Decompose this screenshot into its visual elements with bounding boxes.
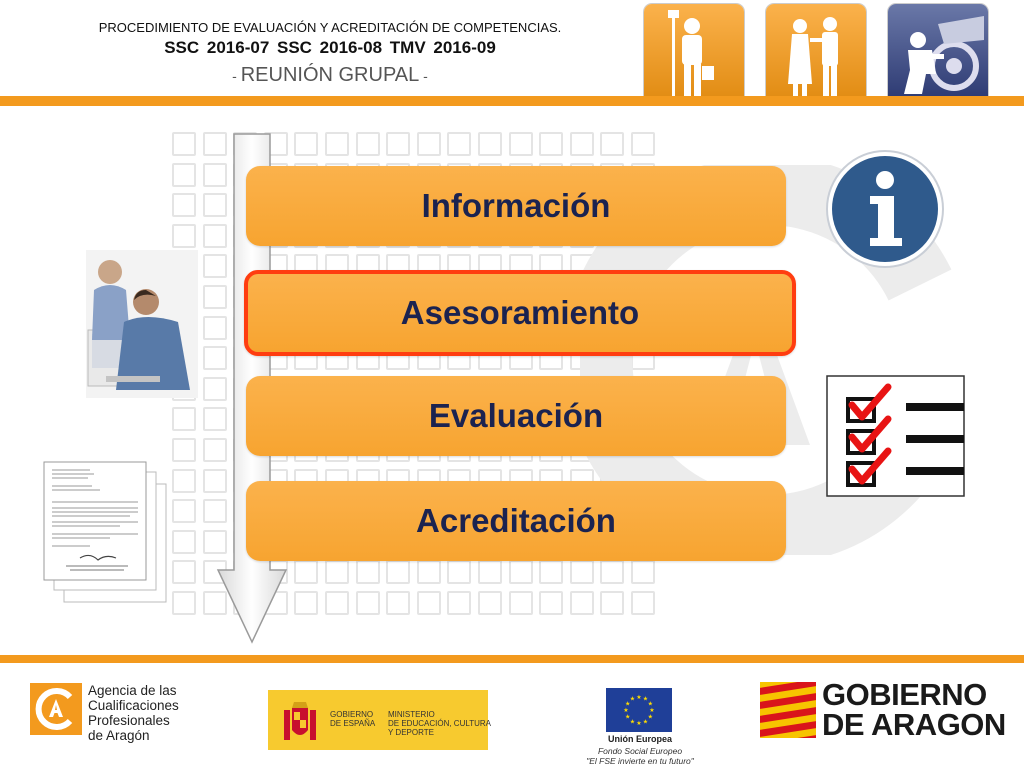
grid-cell — [356, 591, 380, 615]
eu-star-icon: ★ — [636, 695, 642, 701]
grid-cell — [478, 132, 502, 156]
caregivers-photo-tile — [766, 4, 866, 104]
grid-cell — [631, 560, 655, 584]
grid-cell — [172, 469, 196, 493]
eu-star-icon: ★ — [642, 696, 649, 703]
agency-line3: Profesionales — [88, 713, 170, 728]
aragon-line2: DE ARAGON — [822, 707, 1006, 742]
grid-cell — [172, 132, 196, 156]
eu-star-icon: ★ — [647, 714, 653, 721]
eu-star-icon: ★ — [623, 708, 629, 714]
eu-flag-icon — [606, 688, 672, 732]
ministry-line1: MINISTERIO — [388, 710, 435, 719]
grid-cell — [600, 132, 624, 156]
grid-cell — [417, 591, 441, 615]
grid-cell — [294, 591, 318, 615]
agency-line2: Cualificaciones — [88, 698, 179, 713]
ministry-text — [388, 710, 491, 737]
grid-cell — [325, 560, 349, 584]
grid-cell — [386, 132, 410, 156]
grid-cell — [356, 560, 380, 584]
grid-cell — [356, 132, 380, 156]
caregivers-icon — [766, 4, 866, 104]
grid-cell — [172, 438, 196, 462]
meeting-type-label: REUNIÓN GRUPAL — [240, 64, 420, 86]
agency-line4: de Aragón — [88, 728, 150, 743]
painter-photo-tile — [644, 4, 744, 104]
grid-cell — [478, 591, 502, 615]
grid-cell — [172, 163, 196, 187]
eu-star-icon: ★ — [625, 714, 631, 721]
eu-label: Unión Europea — [607, 734, 672, 744]
grid-cell — [447, 560, 471, 584]
meeting-type-suffix: - — [419, 68, 428, 84]
eu-star-icon: ★ — [649, 708, 655, 714]
grid-cell — [631, 132, 655, 156]
aragon-government-text — [822, 677, 1006, 742]
info-icon — [824, 148, 946, 270]
grid-cell — [417, 560, 441, 584]
grid-cell — [509, 560, 533, 584]
grid-cell — [539, 591, 563, 615]
grid-cell — [600, 591, 624, 615]
grid-cell — [600, 560, 624, 584]
mechanic-photo-tile — [888, 4, 988, 104]
grid-cell — [172, 591, 196, 615]
grid-cell — [478, 560, 502, 584]
eu-star-icon: ★ — [642, 719, 649, 726]
agency-logo-text — [88, 683, 179, 743]
grid-cell — [570, 132, 594, 156]
header-divider — [0, 96, 1024, 106]
eu-star-icon: ★ — [629, 719, 636, 726]
grid-cell — [417, 132, 441, 156]
footer-divider — [0, 655, 1024, 663]
grid-cell — [509, 132, 533, 156]
grid-cell — [325, 132, 349, 156]
esf-label: Fondo Social Europeo — [597, 746, 683, 756]
aragon-line1: GOBIERNO — [822, 677, 987, 712]
grid-cell — [386, 560, 410, 584]
painter-icon — [644, 4, 744, 104]
grid-cell — [539, 560, 563, 584]
mechanic-icon — [888, 4, 988, 104]
eu-star-icon: ★ — [636, 721, 642, 727]
aragon-flag-icon — [760, 682, 816, 738]
step-evaluacion[interactable]: Evaluación — [246, 376, 786, 456]
grid-cell — [294, 560, 318, 584]
grid-cell — [570, 591, 594, 615]
advisor-photo — [86, 250, 198, 398]
procedure-title: PROCEDIMIENTO DE EVALUACIÓN Y ACREDITACIÓN DE COMPETENCIAS. — [98, 20, 562, 35]
grid-cell — [172, 560, 196, 584]
grid-cell — [172, 193, 196, 217]
spain-coat-of-arms-icon — [280, 700, 320, 744]
ministry-line3: Y DEPORTE — [388, 728, 434, 737]
agency-line1: Agencia de las — [88, 683, 177, 698]
grid-cell — [570, 560, 594, 584]
meeting-type-prefix: - — [232, 68, 241, 84]
grid-cell — [386, 591, 410, 615]
grid-cell — [539, 132, 563, 156]
government-of-spain-text — [330, 710, 375, 728]
eu-star-icon: ★ — [629, 696, 636, 703]
checklist-icon — [826, 375, 966, 497]
step-acreditacion[interactable]: Acreditación — [246, 481, 786, 561]
grid-cell — [172, 224, 196, 248]
grid-cell — [325, 591, 349, 615]
agency-logo-icon — [30, 683, 82, 735]
esf-slogan: "El FSE invierte en tu futuro" — [586, 756, 694, 766]
step-informacion[interactable]: Información — [246, 166, 786, 246]
grid-cell — [172, 499, 196, 523]
grid-cell — [172, 530, 196, 554]
grid-cell — [509, 591, 533, 615]
step-asesoramiento[interactable]: Asesoramiento — [244, 270, 796, 356]
gov-line2: DE ESPAÑA — [330, 719, 376, 728]
gov-line1: GOBIERNO — [330, 710, 374, 719]
meeting-type — [40, 64, 620, 87]
grid-cell — [631, 591, 655, 615]
grid-cell — [447, 591, 471, 615]
grid-cell — [447, 132, 471, 156]
certificate-documents — [40, 460, 170, 605]
grid-cell — [294, 132, 318, 156]
eu-star-icon: ★ — [647, 701, 653, 708]
eu-star-icon: ★ — [625, 701, 631, 708]
ministry-line2: DE EDUCACIÓN, CULTURA — [388, 719, 491, 728]
grid-cell — [172, 407, 196, 431]
procedure-codes: SSC 2016-07 SSC 2016-08 TMV 2016-09 — [164, 38, 496, 57]
